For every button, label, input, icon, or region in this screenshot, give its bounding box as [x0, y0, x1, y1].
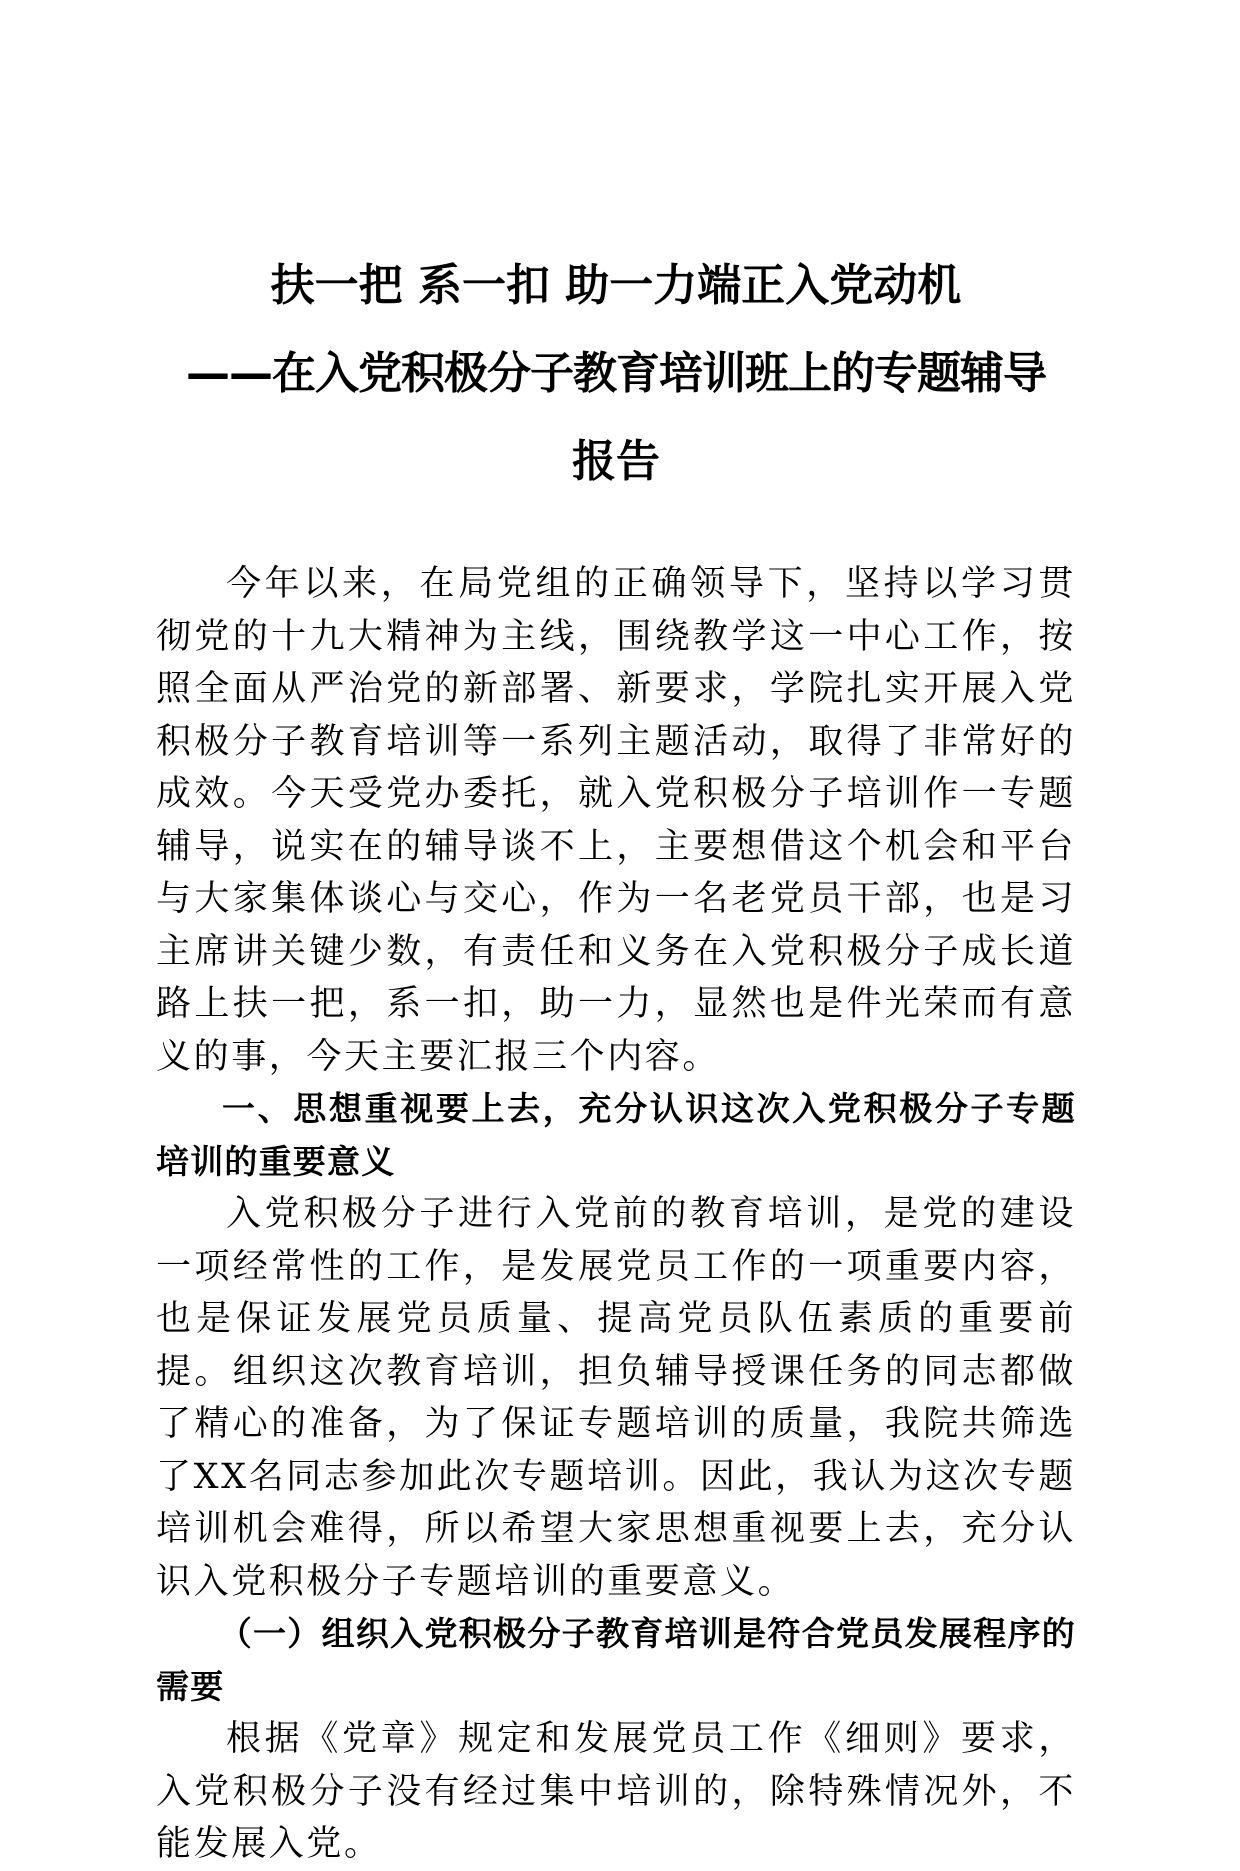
subsection-1-paragraph: 根据《党章》规定和发展党员工作《细则》要求，入党积极分子没有经过集中培训的，除特殊情况外，不能发展入党。 [156, 1719, 1076, 1864]
title-main: 扶一把 系一扣 助一力端正入党动机 [270, 260, 962, 311]
document-content [156, 242, 1076, 1871]
subsection-heading-1: （一）组织入党积极分子教育培训是符合党员发展程序的需要 [156, 1614, 1076, 1706]
section-heading-1: 一、思想重视要上去，充分认识这次入党积极分子专题培训的重要意义 [156, 1089, 1076, 1181]
document-title [156, 242, 1076, 506]
title-subtitle-end: 报告 [572, 436, 660, 487]
document-body [156, 558, 1076, 1871]
title-subtitle: ——在入党积极分子教育培训班上的专题辅导 [186, 348, 1046, 399]
intro-paragraph: 今年以来，在局党组的正确领导下，坚持以学习贯彻党的十九大精神为主线，围绕教学这一中心工作，按照全面从严治党的新部署、新要求，学院扎实开展入党积极分子教育培训等一系列主题活动，取得了非常好的成效。今天受党办委托，就入党积极分子培训作一专题辅导，说实在的辅导谈不上，主要想借这个机会和平台与大家集体谈心与交心，作为一名老党员干部，也是习主席讲关键少数，有责任和义务在入党积极分子成长道路上扶一把，系一扣，助一力，显然也是件光荣而有意义的事，今天主要汇报三个内容。 [156, 564, 1076, 1077]
section-1-paragraph: 入党积极分子进行入党前的教育培训，是党的建设一项经常性的工作，是发展党员工作的一项重要内容，也是保证发展党员质量、提高党员队伍素质的重要前提。组织这次教育培训，担负辅导授课任务的同志都做了精心的准备，为了保证专题培训的质量，我院共筛选了XX名同志参加此次专题培训。因此，我认为这次专题培训机会难得，所以希望大家思想重视要上去，充分认识入党积极分子专题培训的重要意义。 [156, 1194, 1076, 1602]
